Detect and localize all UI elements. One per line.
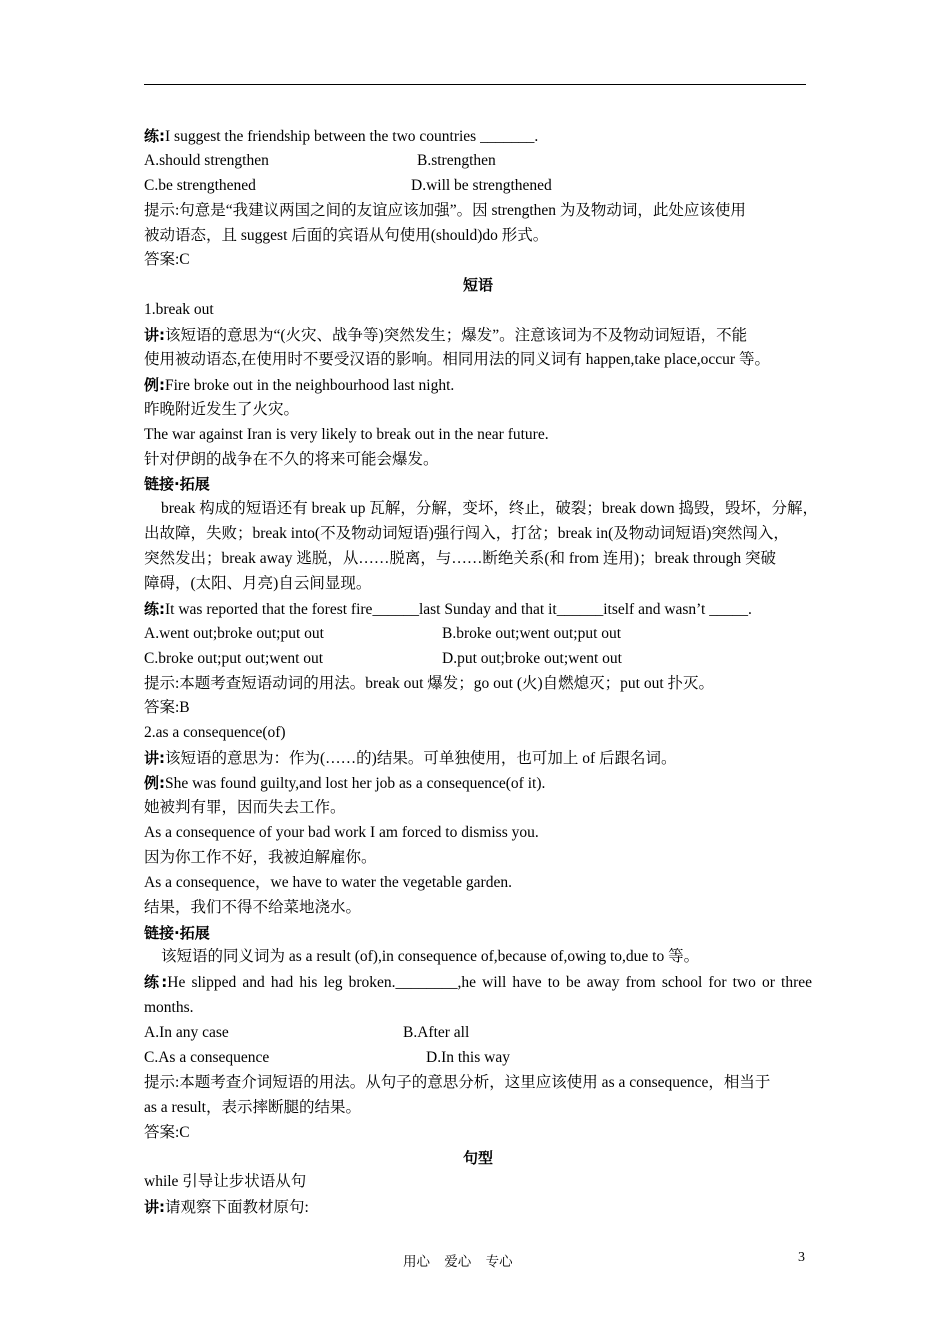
options-row	[144, 174, 812, 199]
option-b: B.After all	[403, 1024, 470, 1042]
options-row	[144, 647, 812, 672]
example: 例:Fire broke out in the neighbourhood last night.	[144, 375, 455, 394]
example-translation: 昨晚附近发生了火灾。	[144, 400, 300, 418]
phrase-title: 1.break out	[144, 301, 214, 319]
practice-question: 练:I suggest the friendship between the two countries _______.	[144, 127, 539, 145]
footer-motto: 用心 爱心 专心	[403, 1254, 513, 1270]
extension-text: break 构成的短语还有 break up 瓦解，分解，变坏，终止，破裂；break down 捣毁，毁坏，分解，	[161, 500, 818, 518]
explanation: 使用被动语态,在使用时不要受汉语的影响。相同用法的同义词有 happen,take place,occur 等。	[144, 351, 770, 369]
explanation: 讲:请观察下面教材原句:	[144, 1198, 309, 1217]
hint-text: as a result，表示摔断腿的结果。	[144, 1098, 361, 1116]
section-heading-phrases: 短语	[462, 276, 493, 295]
practice-question: 练:It was reported that the forest fire______last Sunday and that it______itself and wasn’t _____.	[144, 599, 752, 618]
answer-text: 答案:C	[144, 1123, 190, 1141]
example: As a consequence，we have to water the vegetable garden.	[144, 873, 512, 891]
section-heading-patterns: 句型	[462, 1148, 493, 1167]
option-a: A.went out;broke out;put out	[144, 624, 324, 642]
example-translation: 结果，我们不得不给菜地浇水。	[144, 898, 362, 916]
option-c: C.broke out;put out;went out	[144, 649, 324, 667]
extension-text: 该短语的同义词为 as a result (of),in consequence of,because of,owing to,due to 等。	[161, 948, 700, 966]
extension-text: 出故障，失败；break into(不及物动词短语)强行闯入，打岔；break in(及物动词短语)突然闯入，	[144, 525, 789, 543]
option-d: D.will be strengthened	[411, 176, 552, 194]
answer-text: 答案:B	[144, 699, 190, 717]
option-b: B.strengthen	[417, 151, 496, 169]
answer-text: 答案:C	[144, 251, 190, 269]
option-a: A.should strengthen	[144, 151, 269, 169]
pattern-title: while 引导让步状语从句	[144, 1173, 307, 1191]
practice-question: 练:He slipped and had his leg broken.________,he will have to be away from school for two or three months.	[144, 973, 812, 1017]
option-b: B.broke out;went out;put out	[442, 624, 622, 642]
example-translation: 针对伊朗的战争在不久的将来可能会爆发。	[144, 450, 439, 468]
example-translation: 她被判有罪，因而失去工作。	[144, 799, 346, 817]
option-d: D.In this way	[426, 1048, 510, 1066]
explanation: 讲:该短语的意思为“(火灾、战争等)突然发生；爆发”。注意该词为不及物动词短语，不能	[144, 326, 748, 345]
options-row	[144, 622, 812, 647]
example: As a consequence of your bad work I am forced to dismiss you.	[144, 823, 539, 841]
hint-text: 被动语态，且 suggest 后面的宾语从句使用(should)do 形式。	[144, 226, 549, 244]
options-row	[144, 149, 812, 174]
link-extension-heading: 链接·拓展	[144, 475, 210, 494]
hint-text: 提示:本题考查介词短语的用法。从句子的意思分析，这里应该使用 as a consequence，相当于	[144, 1073, 771, 1091]
extension-text: 障碍，(太阳、月亮)自云间显现。	[144, 575, 372, 593]
link-extension-heading: 链接·拓展	[144, 923, 210, 942]
option-a: A.In any case	[144, 1024, 229, 1042]
explanation: 讲:该短语的意思为：作为(……的)结果。可单独使用，也可加上 of 后跟名词。	[144, 749, 677, 768]
page-number: 3	[798, 1250, 805, 1265]
example: The war against Iran is very likely to break out in the near future.	[144, 425, 549, 443]
options-row	[144, 1021, 812, 1046]
hint-text: 提示:本题考查短语动词的用法。break out 爆发；go out (火)自燃熄灭；put out 扑灭。	[144, 674, 715, 692]
options-row	[144, 1046, 812, 1071]
extension-text: 突然发出；break away 逃脱，从……脱离，与……断绝关系(和 from 连用)；break through 突破	[144, 550, 776, 568]
hint-text: 提示:句意是“我建议两国之间的友谊应该加强”。因 strengthen 为及物动词，此处应该使用	[144, 201, 746, 219]
option-c: C.As a consequence	[144, 1048, 270, 1066]
header-rule	[144, 84, 806, 85]
option-d: D.put out;broke out;went out	[442, 649, 622, 667]
phrase-title: 2.as a consequence(of)	[144, 724, 286, 742]
option-c: C.be strengthened	[144, 176, 256, 194]
example-translation: 因为你工作不好，我被迫解雇你。	[144, 848, 377, 866]
example: 例:She was found guilty,and lost her job as a consequence(of it).	[144, 774, 546, 793]
document-body	[144, 124, 818, 1220]
